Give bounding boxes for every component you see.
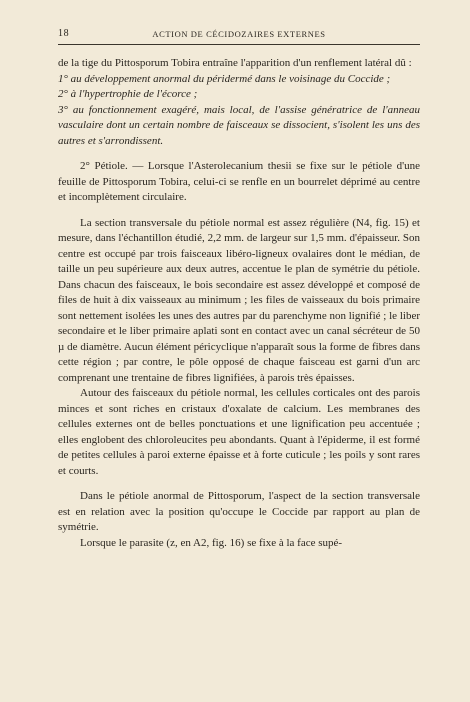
paragraph-petiole: 2° Pétiole. — Lorsque l'Asterolecanium thesii se fixe sur le pétiole d'une feuille de Pittosporum Tobira, celui-ci se renfle en un bourrelet déprimé au centre et incomplètement circulaire. xyxy=(58,160,420,203)
list-item-1: 1° au développement anormal du péridermé dans le voisinage du Coccide ; xyxy=(58,72,391,85)
paragraph-section: La section transversale du pétiole normal est assez régulière (N4, fig. 15) et mesure, dans l'échantillon étudié, 2,2 mm. de largeur sur 1,5 mm. d'épaisseur. Son centre est occupé par trois faisceaux libéro-ligneux ovalaires dont le médian, de taille un peu supérieure aux deux autres, accentue le plan de symétrie du pétiole. Dans chacun des faisceaux, le bois secondaire est assez développé et composé de files de huit à dix vaisseaux au minimum ; les files de vaisseaux du bois primaire sont nettement isolées les unes des autres par du parenchyme non lignifié ; le liber secondaire et le liber primaire aplati sont en contact avec un canal sécréteur de 50 µ de diamètre. Aucun élément péricyclique n'apparaît sous la forme de fibres dans cette région ; par contre, le pôle opposé de chaque faisceau est garni d'un arc comprenant une trentaine de fibres lignifiées, à parois très épaisses. xyxy=(58,216,420,384)
page-number: 18 xyxy=(58,28,70,39)
header-rule xyxy=(58,44,420,45)
spacer xyxy=(58,479,420,489)
list-item-2: 2° à l'hypertrophie de l'écorce ; xyxy=(58,88,198,100)
paragraph-lorsque: Lorsque le parasite (z, en A2, fig. 16) se fixe à la face supé- xyxy=(80,536,343,549)
page-header xyxy=(58,28,420,42)
spacer xyxy=(58,149,420,159)
list-item-3: 3° au fonctionnement exagéré, mais local, de l'assise génératrice de l'anneau vasculaire dont un certain nombre de faisceaux se dissocient, s'isolent les uns des autres et s'arrondissent. xyxy=(58,103,420,147)
paragraph-dans: Dans le pétiole anormal de Pittosporum, l'aspect de la section transversale est en relation avec la position qu'occupe le Coccide par rapport au plan de symétrie. xyxy=(58,490,420,533)
paragraph-intro: de la tige du Pittosporum Tobira entraîne l'apparition d'un renflement latéral dû : xyxy=(58,57,412,69)
running-title: ACTION DE CÉCIDOZAIRES EXTERNES xyxy=(152,29,326,39)
page-body xyxy=(58,56,420,551)
spacer xyxy=(58,206,420,216)
paragraph-autour: Autour des faisceaux du pétiole normal, les cellules corticales ont des parois minces et sont riches en cristaux d'oxalate de calcium. Les membranes des cellules externes ont de belles ponctuations et une lignification peu accentuée ; elles englobent des chloroleucites peu abondants. Quant à l'épiderme, il est formé de petites cellules à paroi externe épaisse et à forte cuticule ; les poils y sont rares et courts. xyxy=(58,387,420,477)
